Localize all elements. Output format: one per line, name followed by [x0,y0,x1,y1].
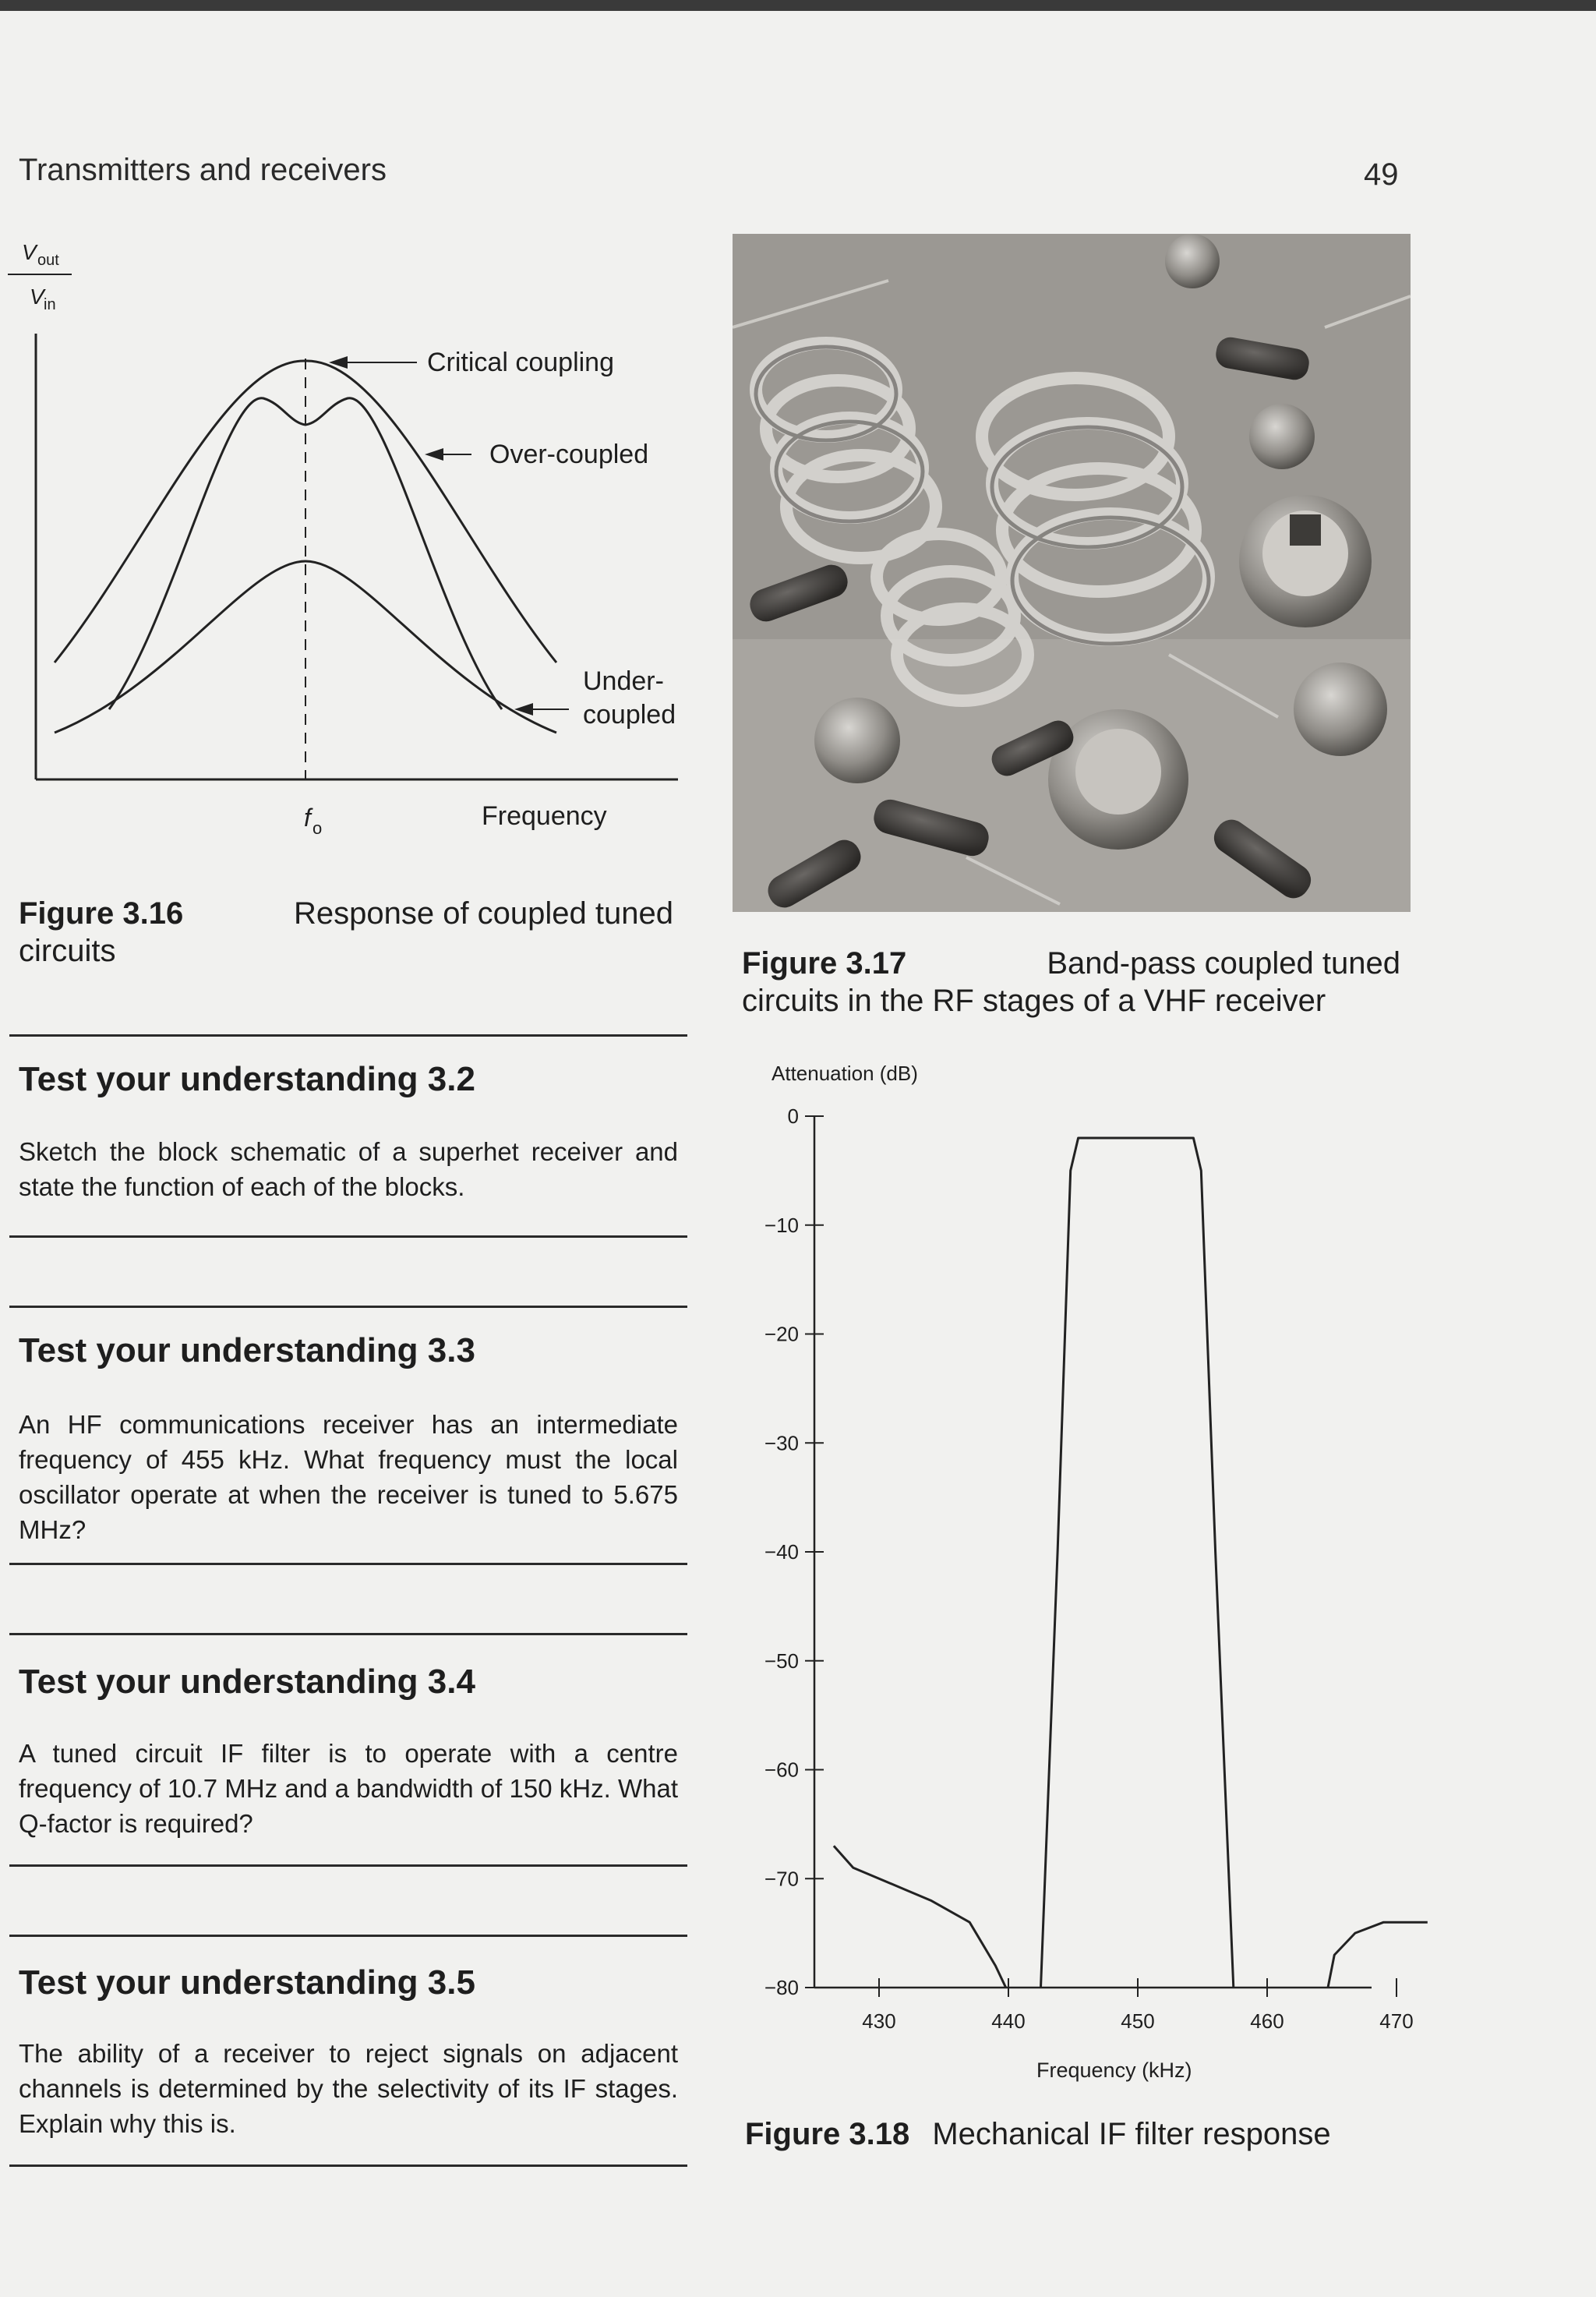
arrow-critical [329,356,417,369]
figure-3-17-photo [733,234,1411,912]
label-under-coupled-2: coupled [583,700,676,730]
x-tick-label: 440 [991,2009,1026,2033]
divider [9,1563,687,1565]
y-denominator: V [30,284,44,309]
tyu-3-2-title: Test your understanding 3.2 [19,1060,475,1098]
y-tick-label: −50 [764,1649,799,1673]
x-tick-label: 470 [1379,2009,1414,2033]
response-curve [1041,1138,1234,1988]
response-curve [1328,1922,1428,1988]
y-numerator-sub: out [37,252,59,269]
y-tick-label: −70 [764,1867,799,1891]
tyu-3-3-title: Test your understanding 3.3 [19,1331,475,1369]
figure-3-18-chart [733,1052,1434,2097]
caption-label: Figure 3.18 [745,2117,910,2151]
x-axis-title: Frequency (kHz) [1036,2058,1192,2082]
y-tick-label: 0 [787,1104,799,1128]
tyu-3-3-body: An HF communications receiver has an intermediate frequency of 455 kHz. What frequency must the local oscillator operate at when the receiver is tuned to 5.675 MHz? [19,1410,678,1544]
y-axis-ratio-label [8,240,72,313]
y-tick-label: −40 [764,1540,799,1564]
divider [9,1935,687,1937]
label-under-coupled-1: Under- [583,666,664,696]
caption-text-cont: circuits in the RF stages of a VHF receiver [742,984,1326,1018]
divider [9,1864,687,1867]
figure-3-16-caption [19,895,673,970]
running-header: Transmitters and receivers [19,153,387,187]
y-tick-label: −60 [764,1758,799,1782]
y-tick-label: −30 [764,1431,799,1455]
figure-3-16-diagram [0,218,701,865]
x-tick-label: 460 [1250,2009,1284,2033]
tyu-3-5-title: Test your understanding 3.5 [19,1963,475,2002]
tyu-3-4-title: Test your understanding 3.4 [19,1663,475,1701]
x-tick-label: 430 [862,2009,896,2033]
caption-text: Band-pass coupled tuned [1047,946,1400,981]
axes-group [764,1104,1414,2033]
y-tick-label: −10 [764,1213,799,1237]
divider [9,2164,687,2167]
divider [9,1633,687,1635]
y-axis-title: Attenuation (dB) [772,1062,918,1085]
figure-3-17-caption [742,945,1400,1020]
caption-text-cont: circuits [19,934,116,968]
page-top-border [0,0,1596,11]
label-frequency: Frequency [482,801,607,831]
label-f0-sub: o [312,818,323,838]
label-f0: f [304,804,311,832]
tyu-3-5-body: The ability of a receiver to reject signals on adjacent channels is determined by the selectivity of its IF stages. Explain why this is. [19,2039,678,2138]
divider [9,1306,687,1308]
plot-group [834,1138,1428,1988]
response-curve [834,1846,1006,1988]
y-denominator-sub: in [44,296,56,313]
divider [9,1034,687,1037]
figure-3-18-caption [745,2115,1446,2153]
tyu-3-2-body: Sketch the block schematic of a superhet receiver and state the function of each of the blocks. [19,1137,678,1201]
caption-text: Mechanical IF filter response [932,2117,1331,2151]
y-numerator: V [22,240,37,264]
label-critical-coupling: Critical coupling [427,348,614,377]
x-tick-label: 450 [1121,2009,1155,2033]
caption-label: Figure 3.16 [19,896,184,931]
caption-text: Response of coupled tuned [293,896,673,931]
y-tick-label: −80 [764,1976,799,1999]
tyu-3-4-body: A tuned circuit IF filter is to operate with a centre frequency of 10.7 MHz and a bandwidth of 150 kHz. What Q-factor is required? [19,1739,678,1838]
label-over-coupled: Over-coupled [489,440,649,469]
divider [9,1235,687,1238]
arrow-under-coupled [514,703,569,716]
circuit-board-photo-illustration [733,234,1411,912]
page-number: 49 [1364,157,1399,192]
arrow-over-coupled [425,448,471,461]
y-tick-label: −20 [764,1322,799,1346]
caption-label: Figure 3.17 [742,946,907,981]
